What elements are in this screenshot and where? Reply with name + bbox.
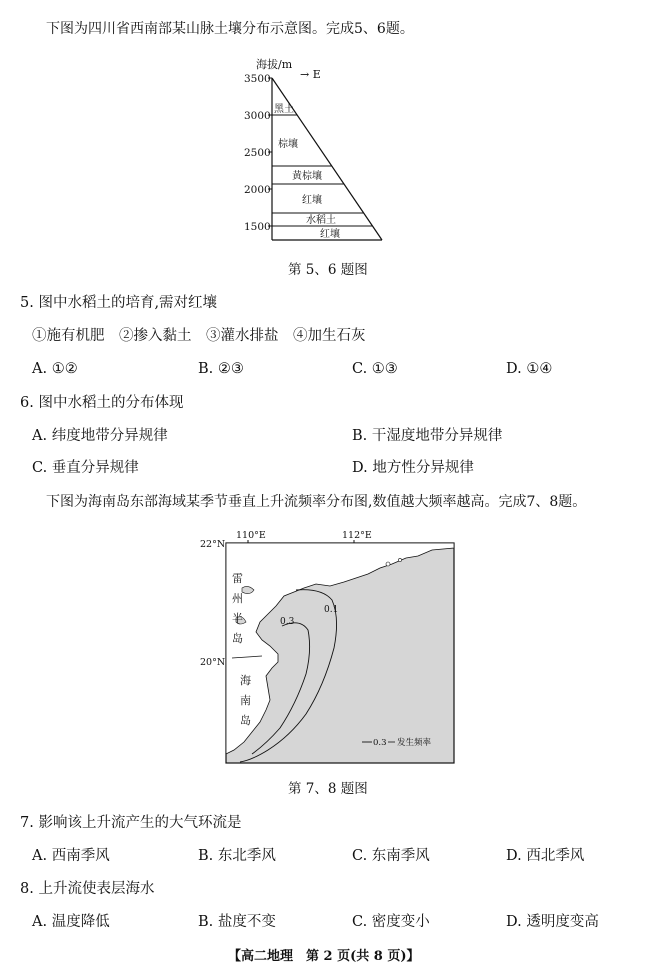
tick-3000: 3000 xyxy=(244,110,271,122)
tick-2500: 2500 xyxy=(244,147,271,159)
legend-text: 发生频率 xyxy=(397,738,432,748)
question-6-option-d: D. 地方性分异规律 xyxy=(352,460,474,476)
upwelling-map-figure xyxy=(196,528,466,773)
soil-label-black: 黑土 xyxy=(274,104,294,115)
tick-3500: 3500 xyxy=(244,73,271,85)
question-6-option-c: C. 垂直分异规律 xyxy=(32,460,139,476)
label-ban: 半 xyxy=(232,612,243,625)
soil-label-yellow-brown: 黄棕壤 xyxy=(292,171,322,182)
question-7-stem: 7. 影响该上升流产生的大气环流是 xyxy=(20,815,242,831)
soil-label-red-lower: 红壤 xyxy=(320,229,340,240)
label-nan: 南 xyxy=(240,694,251,707)
figure-caption-7-8: 第 7、8 题图 xyxy=(288,781,368,797)
question-6-option-a: A. 纬度地带分异规律 xyxy=(32,428,168,444)
label-lei: 雷 xyxy=(232,572,243,585)
question-5-option-c: C. ①③ xyxy=(352,361,398,377)
lon-label-112: 112°E xyxy=(342,530,372,541)
question-5-option-b: B. ②③ xyxy=(198,361,244,377)
contour-label-0-3: 0.3 xyxy=(280,617,295,627)
legend-value: 0.3 xyxy=(373,738,387,748)
question-5-stem: 5. 图中水稻土的培育,需对红壤 xyxy=(20,295,218,311)
question-7-option-a: A. 西南季风 xyxy=(32,848,110,864)
label-dao2: 岛 xyxy=(240,714,251,727)
direction-label: → E xyxy=(300,68,321,81)
question-7-option-d: D. 西北季风 xyxy=(506,848,585,864)
question-5-measures: ①施有机肥 ②掺入黏土 ③灌水排盐 ④加生石灰 xyxy=(32,328,366,344)
soil-profile-figure xyxy=(230,58,400,248)
label-hai: 海 xyxy=(240,674,251,687)
figure-caption-5-6: 第 5、6 题图 xyxy=(288,262,368,278)
question-7-option-b: B. 东北季风 xyxy=(198,848,276,864)
soil-label-brown: 棕壤 xyxy=(278,139,298,150)
intro-text-5-6: 下图为四川省西南部某山脉土壤分布示意图。完成5、6题。 xyxy=(46,21,414,37)
question-6-option-b: B. 干湿度地带分异规律 xyxy=(352,428,503,444)
question-7-option-c: C. 东南季风 xyxy=(352,848,430,864)
question-5-option-d: D. ①④ xyxy=(506,361,553,377)
question-8-stem: 8. 上升流使表层海水 xyxy=(20,881,155,897)
soil-label-paddy: 水稻土 xyxy=(306,215,336,226)
tick-1500: 1500 xyxy=(244,221,271,233)
question-5-option-a: A. ①② xyxy=(32,361,78,377)
lat-label-22: 22°N xyxy=(200,539,226,550)
soil-label-red-upper: 红壤 xyxy=(302,195,322,206)
page-footer: 【高二地理 第 2 页(共 8 页)】 xyxy=(228,949,420,964)
question-8-option-c: C. 密度变小 xyxy=(352,914,430,930)
contour-label-0-1: 0.1 xyxy=(324,605,339,615)
intro-text-7-8: 下图为海南岛东部海域某季节垂直上升流频率分布图,数值越大频率越高。完成7、8题。 xyxy=(46,494,587,510)
question-8-option-b: B. 盐度不变 xyxy=(198,914,276,930)
label-dao1: 岛 xyxy=(232,632,243,645)
question-8-option-a: A. 温度降低 xyxy=(32,914,110,930)
question-8-option-d: D. 透明度变高 xyxy=(506,914,599,930)
lon-label-110: 110°E xyxy=(236,530,266,541)
lat-label-20: 20°N xyxy=(200,657,226,668)
question-6-stem: 6. 图中水稻土的分布体现 xyxy=(20,395,184,411)
label-zhou: 州 xyxy=(232,592,243,605)
tick-2000: 2000 xyxy=(244,184,271,196)
y-axis-title: 海拔/m xyxy=(256,58,293,71)
